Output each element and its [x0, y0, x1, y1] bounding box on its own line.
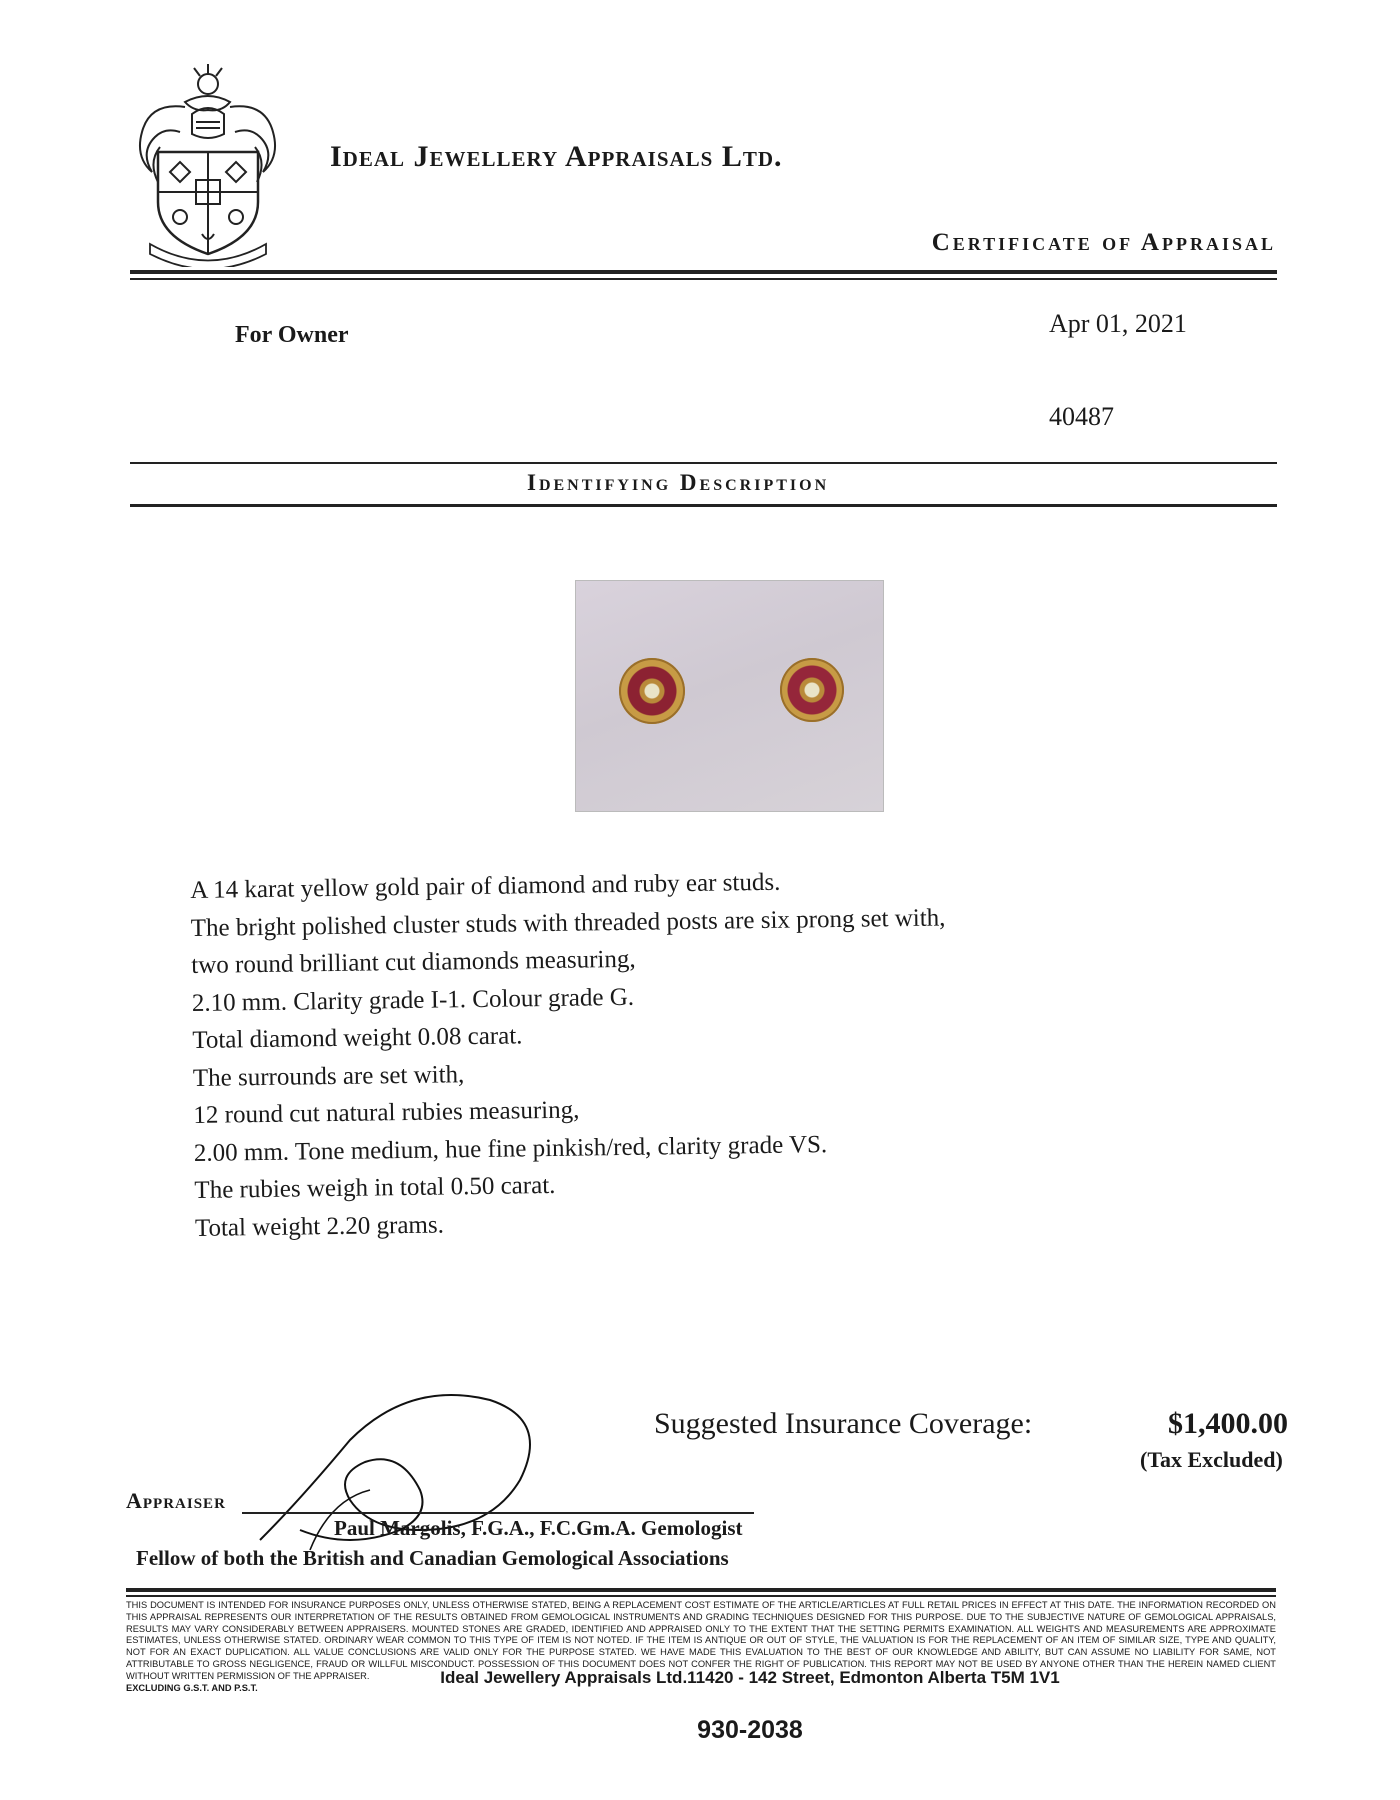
- section-divider-bottom: [130, 504, 1277, 507]
- description-line: Total weight 2.20 grams.: [194, 1210, 445, 1242]
- description-line: Total diamond weight 0.08 carat.: [192, 1022, 523, 1054]
- certificate-number: 40487: [1049, 402, 1114, 431]
- description-line: The surrounds are set with,: [192, 1060, 465, 1092]
- item-description: [190, 861, 950, 1247]
- description-line: A 14 karat yellow gold pair of diamond and ruby ear studs.: [190, 868, 781, 904]
- appraiser-label: Appraiser: [126, 1488, 226, 1513]
- insurance-label: Suggested Insurance Coverage:: [654, 1407, 1033, 1440]
- insurance-amount: $1,400.00: [1168, 1407, 1288, 1440]
- document-title: Certificate of Appraisal: [931, 229, 1276, 256]
- company-name: Ideal Jewellery Appraisals Ltd.: [330, 140, 783, 173]
- footer-divider: [126, 1588, 1276, 1592]
- description-line: 2.10 mm. Clarity grade I-1. Colour grade G.: [191, 983, 635, 1017]
- disclaimer-tax-line: EXCLUDING G.S.T. AND P.S.T.: [126, 1682, 258, 1693]
- right-earring-stud: [780, 658, 844, 722]
- signature-line: [242, 1512, 754, 1514]
- appraiser-name: Paul Margolis, F.G.A., F.C.Gm.A. Gemologist: [334, 1516, 743, 1540]
- description-line: 12 round cut natural rubies measuring,: [193, 1096, 580, 1129]
- description-line: The rubies weigh in total 0.50 carat.: [194, 1171, 556, 1204]
- left-earring-stud: [619, 658, 685, 724]
- disclaimer-text: THIS DOCUMENT IS INTENDED FOR INSURANCE PURPOSES ONLY, UNLESS OTHERWISE STATED, BEING A REPLACEMENT COST ESTIMATE OF THE ARTICLE/ARTICLES AT FULL RETAIL PRICES IN EFFECT AT THIS DATE. THE INFORMATION RECORDED ON THIS APPRAISAL REPRESENTS OUR INTERPRETATION OF THE RESULTS OBTAINED FROM GEMOLOGICAL INSTRUMENTS AND GRADING TECHNIQUES DESIGNED FOR THIS PURPOSE. DUE TO THE SUBJECTIVE NATURE OF GEMOLOGICAL APPRAISALS, RESULTS MAY VARY CONSIDERABLY BETWEEN APPRAISERS. MOUNTED STONES ARE GRADED, IDENTIFIED AND APPRAISED ONLY TO THE EXTENT THAT THE SETTING PERMITS EXAMINATION. ALL WEIGHTS AND MEASUREMENTS ARE APPROXIMATE ESTIMATES, UNLESS OTHERWISE STATED. ORDINARY WEAR COMMON TO THIS TYPE OF ITEM IS NOT NOTED. IF THE ITEM IS ANTIQUE OR OUT OF STYLE, THE VALUATION IS FOR THE REPLACEMENT OF AN ITEM OF SIMILAR SIZE, TYPE AND QUALITY, NOT FOR AN EXACT DUPLICATION. ALL VALUE CONCLUSIONS ARE VALID ONLY FOR THE PURPOSE STATED. WE HAVE MADE THIS EVALUATION TO THE BEST OF OUR KNOWLEDGE AND ABILITY, BUT CAN ASSUME NO LIABILITY FOR SAME, NOT ATTRIBUTABLE TO GROSS NEGLIGENCE, FRAUD OR WILLFUL MISCONDUCT. POSSESSION OF THIS DOCUMENT DOES NOT CONFER THE RIGHT OF PUBLICATION. THIS REPORT MAY NOT BE USED BY ANYONE OTHER THAN THE HEREIN NAMED CLIENT WITHOUT WRITTEN PERMISSION OF THE APPRAISER.: [126, 1600, 1276, 1681]
- tax-note: (Tax Excluded): [1140, 1447, 1283, 1472]
- appraiser-credentials: Fellow of both the British and Canadian Gemological Associations: [136, 1546, 729, 1570]
- appraisal-date: Apr 01, 2021: [1049, 309, 1187, 338]
- coat-of-arms-icon: [130, 62, 285, 267]
- company-phone: 930-2038: [697, 1716, 803, 1744]
- description-line: 2.00 mm. Tone medium, hue fine pinkish/red, clarity grade VS.: [193, 1130, 828, 1167]
- ruby-diamond-stud-earrings-photo: [575, 580, 884, 812]
- company-address: Ideal Jewellery Appraisals Ltd.11420 - 142 Street, Edmonton Alberta T5M 1V1: [440, 1668, 1060, 1687]
- description-line: The bright polished cluster studs with threaded posts are six prong set with,: [190, 903, 946, 942]
- header-divider: [130, 270, 1277, 274]
- footer-divider-thin: [126, 1595, 1276, 1597]
- owner-label: For Owner: [235, 322, 349, 348]
- header-divider-thin: [130, 278, 1277, 280]
- section-divider-top: [130, 462, 1277, 464]
- section-title: Identifying Description: [527, 470, 830, 495]
- description-line: two round brilliant cut diamonds measuring,: [191, 945, 636, 979]
